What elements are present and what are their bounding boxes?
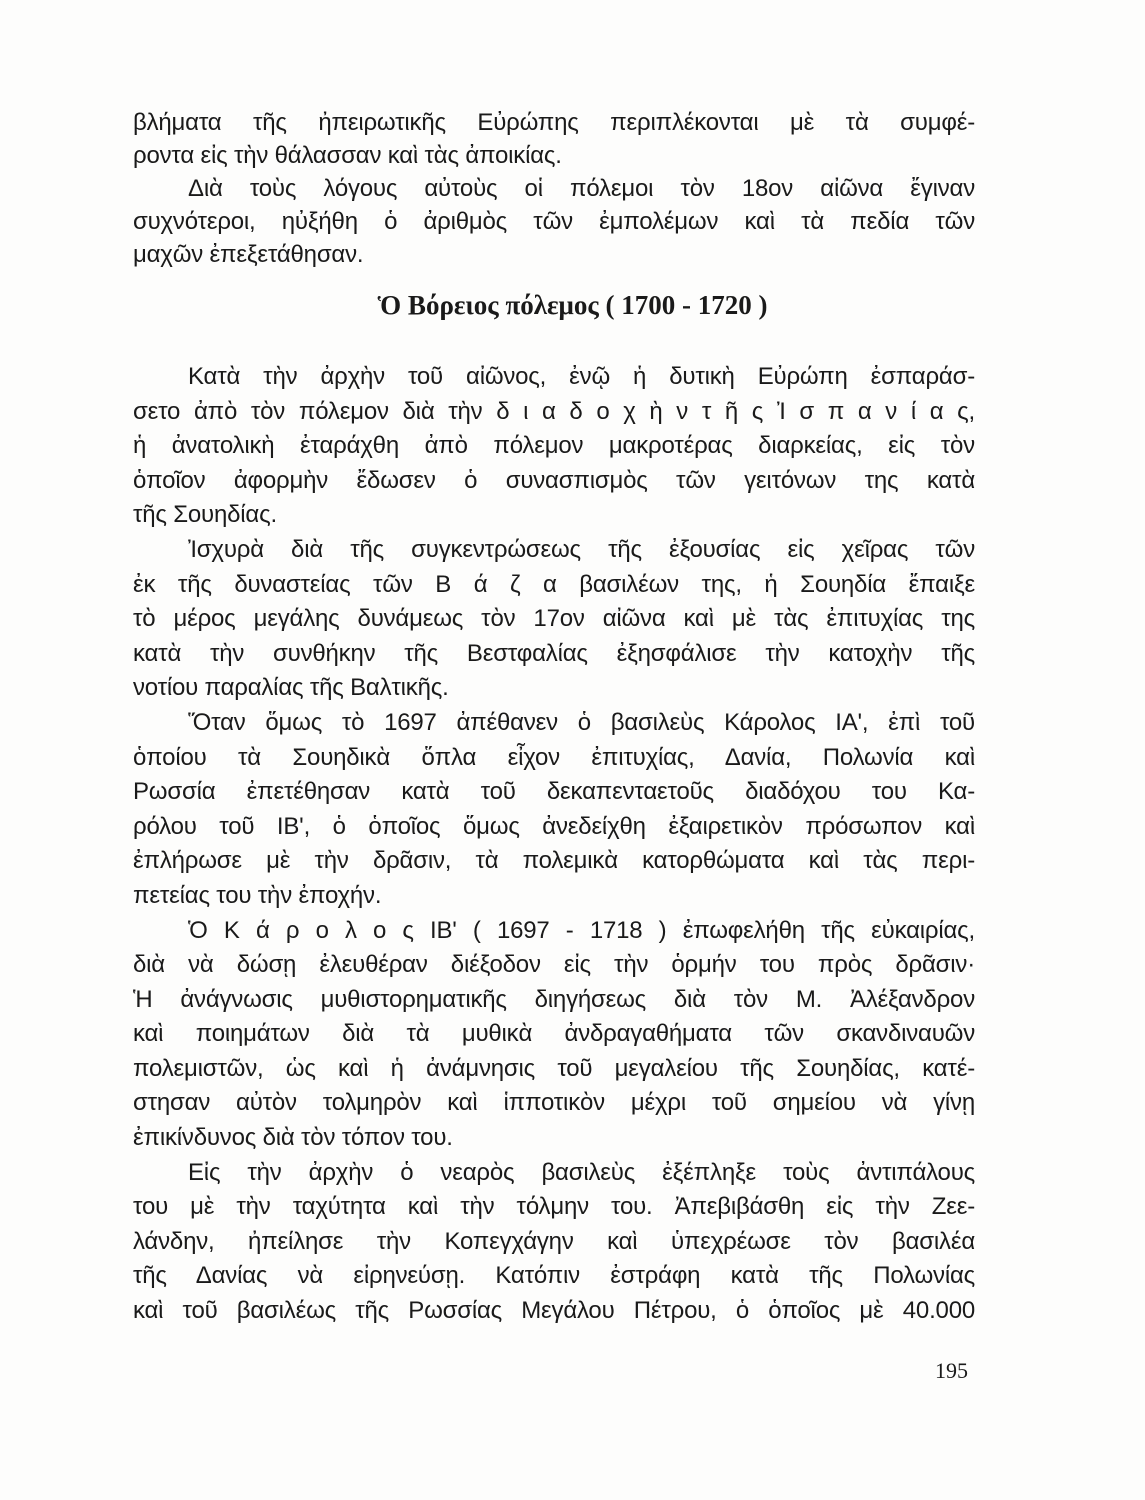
paragraph xyxy=(133,106,975,172)
page-number: 195 xyxy=(935,1358,968,1383)
text-line: ἐπικίνδυνος διὰ τὸν τόπον του. xyxy=(133,1124,453,1152)
text-line: στησαν αὐτὸν τολμηρὸν καὶ ἱπποτικὸν μέχρι τοῦ σημείου νὰ γίνῃ xyxy=(133,1089,975,1117)
text-line: ρόλου τοῦ ΙΒ', ὁ ὁποῖος ὅμως ἀνεδείχθη ἐξαιρετικὸν πρόσωπον καὶ xyxy=(133,812,975,840)
text-line: καὶ ποιημάτων διὰ τὰ μυθικὰ ἀνδραγαθήματα τῶν σκανδιναυῶν xyxy=(133,1020,975,1048)
section-heading: Ὁ Βόρειος πόλεμος ( 1700 - 1720 ) xyxy=(377,290,768,320)
text-line: λάνδην, ἠπείλησε τὴν Κοπεγχάγην καὶ ὑπεχρέωσε τὸν βασιλέα xyxy=(133,1227,975,1255)
text-line: Ὁ Κ ά ρ ο λ ο ς ΙΒ' ( 1697 - 1718 ) ἐπωφελήθη τῆς εὐκαιρίας, xyxy=(188,916,975,944)
text-line: διὰ νὰ δώσῃ ἐλευθέραν διέξοδον εἰς τὴν ὁρμήν του πρὸς δρᾶσιν· xyxy=(133,951,975,979)
text-line: βλήματα τῆς ἠπειρωτικῆς Εὐρώπης περιπλέκονται μὲ τὰ συμφέ- xyxy=(133,109,975,136)
paragraph xyxy=(133,1156,975,1329)
text-line: Ὅταν ὅμως τὸ 1697 ἀπέθανεν ὁ βασιλεὺς Κάρολος ΙΑ', ἐπὶ τοῦ xyxy=(188,708,975,736)
opening-text xyxy=(133,106,975,271)
text-line: ροντα εἰς τὴν θάλασσαν καὶ τὰς ἀποικίας. xyxy=(133,142,562,169)
section-body xyxy=(133,360,975,1329)
text-line: Ρωσσία ἐπετέθησαν κατὰ τοῦ δεκαπενταετοῦς διαδόχου του Κα- xyxy=(133,778,975,806)
text-line: πετείας του τὴν ἐποχήν. xyxy=(133,881,382,909)
text-line: πολεμιστῶν, ὡς καὶ ἡ ἀνάμνησις τοῦ μεγαλείου τῆς Σουηδίας, κατέ- xyxy=(133,1054,975,1082)
text-line: Κατὰ τὴν ἀρχὴν τοῦ αἰῶνος, ἐνῷ ἡ δυτικὴ Εὐρώπη ἐσπαράσ- xyxy=(188,363,975,390)
text-line: Ἡ ἀνάγνωσις μυθιστορηματικῆς διηγήσεως διὰ τὸν Μ. Ἀλέξανδρον xyxy=(133,985,975,1013)
text-line: συχνότεροι, ηὐξήθη ὁ ἀριθμὸς τῶν ἐμπολέμων καὶ τὰ πεδία τῶν xyxy=(133,208,975,235)
text-line: νοτίου παραλίας τῆς Βαλτικῆς. xyxy=(133,674,449,702)
text-line: μαχῶν ἐπεξετάθησαν. xyxy=(133,241,364,268)
text-line: Εἰς τὴν ἀρχὴν ὁ νεαρὸς βασιλεὺς ἐξέπληξε τοὺς ἀντιπάλους xyxy=(188,1158,975,1186)
text-line: ἐπλήρωσε μὲ τὴν δρᾶσιν, τὰ πολεμικὰ κατορθώματα καὶ τὰς περι- xyxy=(133,847,975,875)
text-line: τὸ μέρος μεγάλης δυνάμεως τὸν 17ον αἰῶνα καὶ μὲ τὰς ἐπιτυχίας της xyxy=(133,605,975,633)
text-line: ἡ ἀνατολικὴ ἐταράχθη ἀπὸ πόλεμον μακροτέρας διαρκείας, εἰς τὸν xyxy=(133,432,975,460)
text-line: Διὰ τοὺς λόγους αὐτοὺς οἱ πόλεμοι τὸν 18ον αἰῶνα ἔγιναν xyxy=(188,175,975,202)
text-line: ὁποίου τὰ Σουηδικὰ ὅπλα εἶχον ἐπιτυχίας, Δανία, Πολωνία καὶ xyxy=(133,743,975,771)
text-line: του μὲ τὴν ταχύτητα καὶ τὴν τόλμην του. Ἀπεβιβάσθη εἰς τὴν Ζεε- xyxy=(133,1193,975,1221)
text-line: ὁποῖον ἀφορμὴν ἔδωσεν ὁ συνασπισμὸς τῶν γειτόνων της κατὰ xyxy=(133,466,975,494)
paragraph xyxy=(133,172,975,271)
paragraph xyxy=(133,360,975,533)
paragraph xyxy=(133,533,975,706)
paragraph xyxy=(133,706,975,914)
paragraph xyxy=(133,914,975,1156)
text-line: σετο ἀπὸ τὸν πόλεμον διὰ τὴν δ ι α δ ο χ ὴ ν τ ῆ ς Ἰ σ π α ν ί α ς, xyxy=(133,397,975,425)
text-line: κατὰ τὴν συνθήκην τῆς Βεστφαλίας ἐξησφάλισε τὴν κατοχὴν τῆς xyxy=(133,639,975,667)
text-line: Ἰσχυρὰ διὰ τῆς συγκεντρώσεως τῆς ἐξουσίας εἰς χεῖρας τῶν xyxy=(188,535,975,563)
text-line: καὶ τοῦ βασιλέως τῆς Ρωσσίας Μεγάλου Πέτρου, ὁ ὁποῖος μὲ 40.000 xyxy=(133,1297,975,1325)
text-line: ἐκ τῆς δυναστείας τῶν Β ά ζ α βασιλέων της, ἡ Σουηδία ἔπαιξε xyxy=(133,570,975,598)
text-line: τῆς Δανίας νὰ εἰρηνεύσῃ. Κατόπιν ἐστράφη κατὰ τῆς Πολωνίας xyxy=(133,1262,975,1290)
text-line: τῆς Σουηδίας. xyxy=(133,501,277,529)
